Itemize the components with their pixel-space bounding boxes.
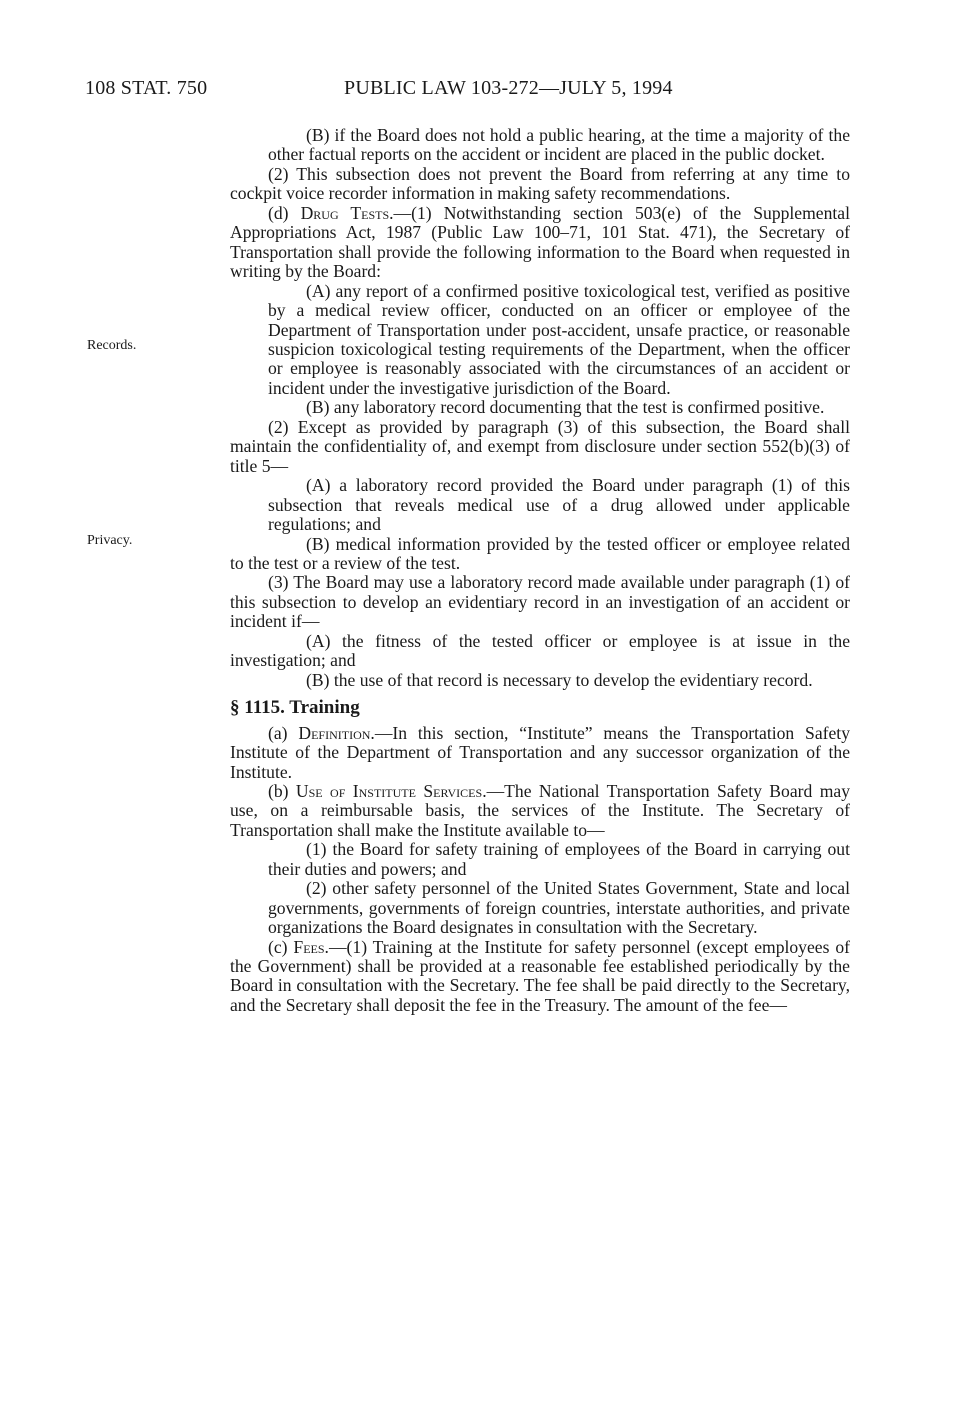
paragraph-d-2: (2) Except as provided by paragraph (3) of this subsection, the Board shall maintain the confidentiality of, and exempt from disclosure under section 552(b)(3) of title 5—: [230, 416, 850, 476]
paragraph-d-3-B: (B) the use of that record is necessary to develop the evidentiary record.: [306, 669, 813, 690]
label: (a): [268, 722, 299, 743]
paragraph-d-3: (3) The Board may use a laboratory record made available under paragraph (1) of this subsection to develop an evidentiary record in an investigation of an accident or incident if—: [230, 572, 850, 632]
text: .—In this section, “Institute” means the Transportation Safety Institute of the Department of Transportation and any successor organization of the Institute.: [230, 722, 850, 782]
text: .—(1) Training at the Institute for safety personnel (except employees of the Government) shall be provided at a reasonable fee established periodically by the Board in consultation with the Secretary. The fee shall be paid directly to the Secretary, and the Secretary shall deposit the fee in the Treasury. The amount of the fee—: [230, 936, 850, 1015]
label: (d): [268, 202, 301, 223]
paragraph-d-1-B: (B) any laboratory record documenting that the test is confirmed positive.: [306, 397, 825, 418]
caption: Use of Institute Services: [295, 780, 483, 801]
body-text: [230, 126, 850, 1015]
paragraph-d-3-A: (A) the fitness of the tested officer or employee is at issue in the investigation; and: [230, 630, 850, 671]
caption: Definition: [298, 722, 371, 743]
caption: Fees: [293, 936, 325, 957]
paragraph-d-1: [230, 204, 850, 282]
label: (b): [268, 780, 296, 801]
paragraph-c-1-B: (B) if the Board does not hold a public hearing, at the time a majority of the other factual reports on the accident or incident are placed in the public docket.: [268, 125, 850, 165]
paragraph-b: [230, 782, 850, 840]
paragraph-d-2-A: (A) a laboratory record provided the Board under paragraph (1) of this subsection that reveals medical use of a drug allowed under applicable regulations; and: [268, 475, 850, 535]
label: (c): [268, 936, 294, 957]
paragraph-b-1: (1) the Board for safety training of employees of the Board in carrying out their duties and powers; and: [268, 839, 850, 879]
page-reference: 108 STAT. 750: [85, 77, 208, 99]
paragraph-b-2: (2) other safety personnel of the United States Government, State and local governments, governments of foreign countries, interstate authorities, and private organizations the Board designates in consultation with the Secretary.: [268, 878, 850, 938]
paragraph-a: [230, 724, 850, 782]
text: .—(1) Notwithstanding section 503(e) of the Supplemental Appropriations Act, 1987 (Public Law 100–71, 101 Stat. 471), the Secretary of Transportation shall provide the following information to the Board when requested in writing by the Board:: [230, 202, 850, 282]
law-title-header: PUBLIC LAW 103-272—JULY 5, 1994: [344, 77, 673, 99]
paragraph-d-1-A: (A) any report of a confirmed positive toxicological test, verified as positive by a medical review officer, conducted on an officer or employee of the Department of Transportation under post-accident, unsafe practice, or reasonable suspicion toxicological testing requirements of the Department, when the officer or employee is reasonably associated with the circumstances of an accident or incident under the investigative jurisdiction of the Board.: [268, 280, 850, 398]
caption: Drug Tests: [300, 202, 390, 223]
margin-note-records: Records.: [87, 338, 137, 353]
text: .—The National Transportation Safety Board may use, on a reimbursable basis, the services of the Institute. The Secretary of Transportation shall make the Institute available to—: [230, 780, 850, 840]
margin-note-privacy: Privacy.: [87, 533, 133, 548]
paragraph-c-fees: [230, 938, 850, 1016]
paragraph-d-2-B: (B) medical information provided by the tested officer or employee related to the test or a review of the test.: [230, 533, 850, 573]
section-heading: § 1115. Training: [230, 697, 360, 719]
paragraph-c-2: (2) This subsection does not prevent the Board from referring at any time to cockpit voice recorder information in making safety recommendations.: [230, 163, 850, 204]
